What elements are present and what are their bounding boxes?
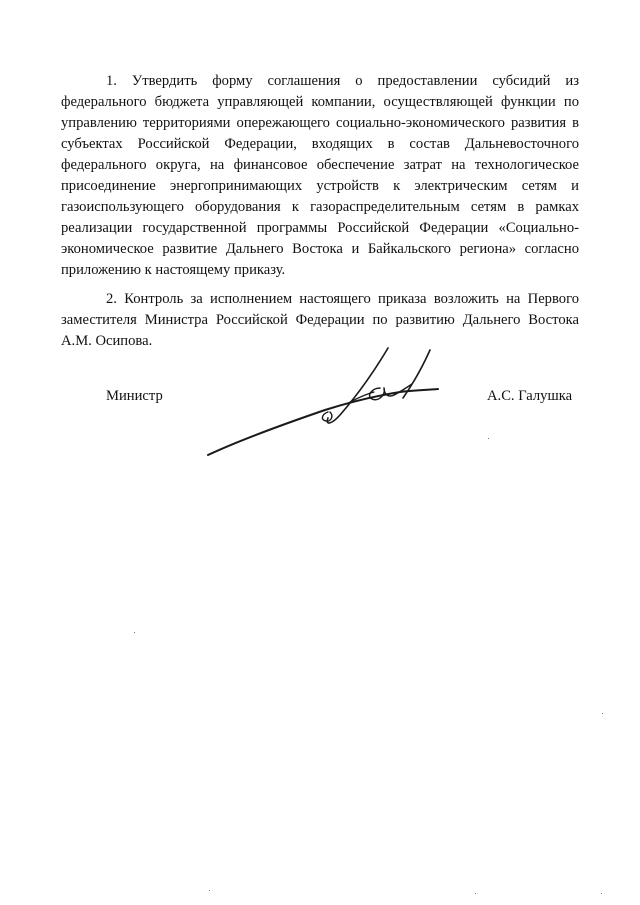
signatory-title: Министр	[106, 388, 163, 404]
scan-speck	[475, 893, 476, 894]
paragraph-approve-form: 1. Утвердить форму соглашения о предоставлении субсидий из федерального бюджета управляющей компании, осуществляющей функции по управлению территориями опережающего социально-экономического развития в субъектах Российской Федерации, входящих в состав Дальневосточного федерального округа, на финансовое обеспечение затрат на технологическое присоединение энергопринимающих устройств к электрическим сетям и газоиспользующего оборудования к газораспределительным сетям в рамках реализации государственной программы Российской Федерации «Социально-экономическое развитие Дальнего Востока и Байкальского региона» согласно приложению к настоящему приказу.	[61, 73, 579, 278]
signatory-name: А.С. Галушка	[487, 388, 573, 404]
scan-speck	[601, 893, 602, 894]
scan-speck	[209, 890, 210, 891]
scan-speck	[488, 438, 489, 439]
paragraph-control: 2. Контроль за исполнением настоящего приказа возложить на Первого заместителя Министра Российской Федерации по развитию Дальнего Востока А.М. Осипова.	[61, 291, 579, 349]
handwritten-signature	[200, 340, 450, 465]
scan-speck	[134, 632, 135, 633]
scan-speck	[602, 713, 603, 714]
